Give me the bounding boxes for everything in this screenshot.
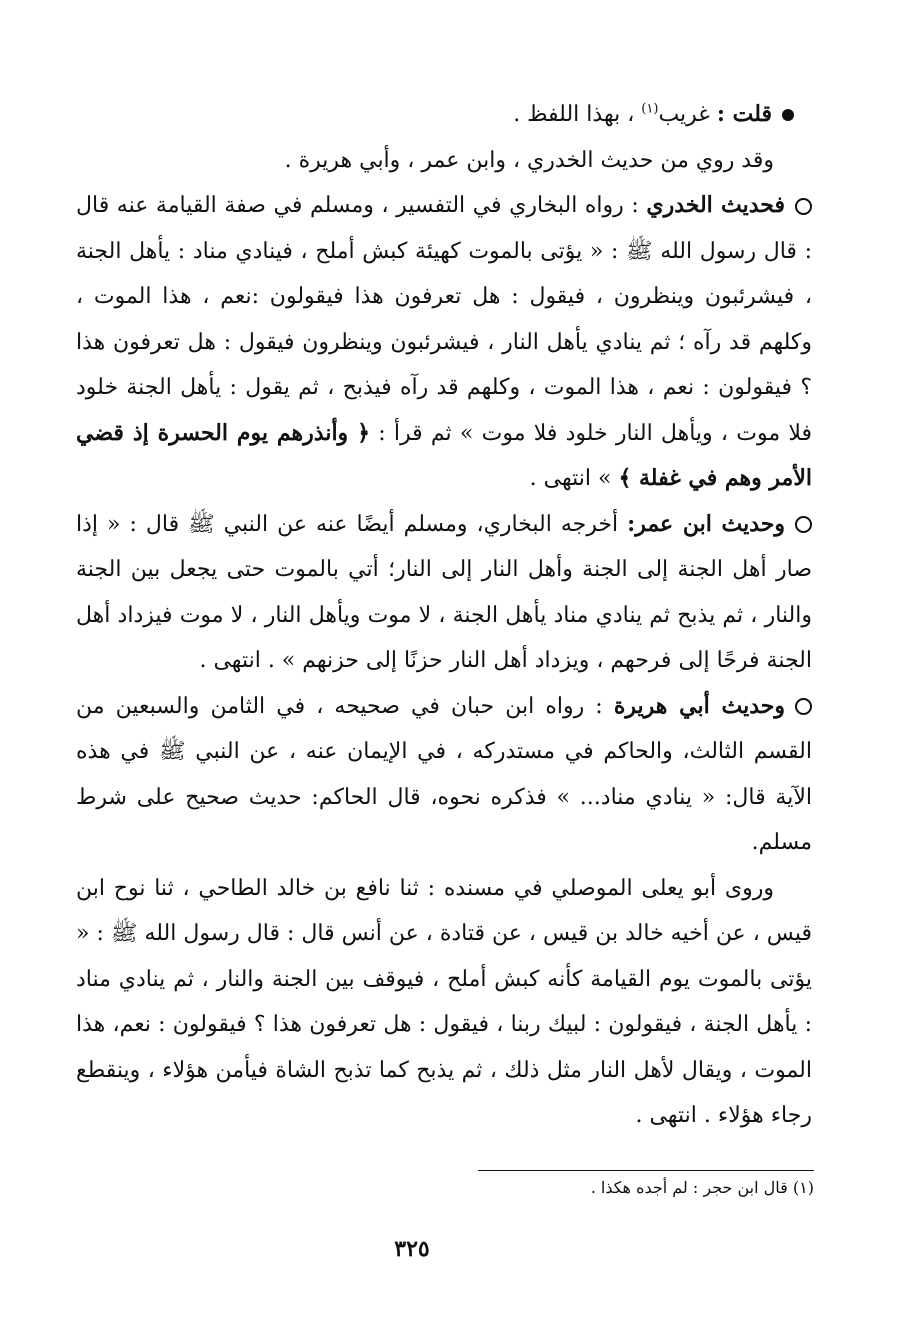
text-column [76, 92, 812, 1139]
paragraph-khudri [76, 183, 812, 502]
qult-label: قلت : [716, 101, 772, 127]
paragraph-abu-yala: وروى أبو يعلى الموصلي في مسنده : ثنا نافع بن خالد الطاحي ، ثنا نوح ابن قيس ، عن أخيه خالد بن قيس ، عن قتادة ، عن أنس قال : قال رسول الله ﷺ : « يؤتى بالموت يوم القيامة كأنه كبش أملح ، فيوقف بين الجنة والنار ، ثم ينادي مناد : يأهل الجنة ، فيقولون : لبيك ربنا ، فيقول : هل تعرفون هذا ؟ فيقولون : نعم، هذا الموت ، ويقال لأهل النار مثل ذلك ، ثم يذبح كما تذبح الشاة فيأمن هؤلاء ، وينقطع رجاء هؤلاء . انتهى . [76, 875, 812, 1128]
qult-tail: ، بهذا اللفظ . [513, 102, 642, 127]
ibn-umar-label: وحديث ابن عمر: [627, 510, 785, 537]
paragraph-qult [76, 92, 812, 138]
abu-hurayra-text: : رواه ابن حبان في صحيحه ، في الثامن والسبعين من القسم الثالث، والحاكم في مستدركه ، في الإيمان عنه ، عن النبي ﷺ في هذه الآية قال: « ينادي مناد... » فذكره نحوه، قال الحاكم: حديث صحيح على شرط مسلم. [76, 693, 812, 855]
circle-bullet-icon [795, 198, 812, 215]
paragraph-abu-hurayra [76, 684, 812, 866]
paragraph-narrations: وقد روي من حديث الخدري ، وابن عمر ، وأبي هريرة . [284, 147, 774, 173]
footnote-text: قال ابن حجر : لم أجده هكذا . [590, 1178, 788, 1197]
ibn-umar-text: أخرجه البخاري، ومسلم أيضًا عنه عن النبي ﷺ قال : « إذا صار أهل الجنة إلى الجنة وأهل النار إلى النار؛ أتي بالموت حتى يجعل بين الجنة والنار ، ثم يذبح ثم ينادي مناد يأهل الجنة ، لا موت ويأهل النار ، لا موت فيزداد أهل الجنة فرحًا إلى فرحهم ، ويزداد أهل النار حزنًا إلى حزنهم » . انتهى . [76, 511, 812, 673]
footnote-divider [478, 1170, 814, 1171]
paragraph-ibn-umar [76, 502, 812, 684]
khudri-label: فحديث الخدري [646, 192, 785, 218]
page-number: ٣٢٥ [394, 1236, 430, 1262]
footnote [420, 1176, 814, 1200]
circle-bullet-icon [795, 516, 812, 533]
khudri-tail: » انتهى . [529, 466, 619, 491]
circle-bullet-icon [795, 698, 812, 715]
bullet-icon [782, 109, 794, 121]
footnote-ref[interactable]: (١) [641, 101, 659, 117]
abu-hurayra-label: وحديث أبي هريرة [613, 692, 785, 719]
qult-text: غريب [658, 102, 717, 127]
khudri-text: : رواه البخاري في التفسير ، ومسلم في صفة القيامة عنه قال : قال رسول الله ﷺ : « يؤتى بالموت كهيئة كبش أملح ، فينادي مناد : يأهل الجنة ، فيشرئبون وينظرون ، فيقول : هل تعرفون هذا فيقولون :نعم ، هذا الموت ، وكلهم قد رآه ؛ ثم ينادي يأهل النار ، فيشرئبون وينظرون فيقول : هل تعرفون هذا ؟ فيقولون : نعم ، هذا الموت ، وكلهم قد رآه فيذبح ، ثم يقول : يأهل الجنة خلود فلا موت ، ويأهل النار خلود فلا موت » ثم قرأ : [76, 193, 812, 446]
quran-verse: ﴿ وأنذرهم يوم الحسرة إذ قضي الأمر وهم في غفلة ﴾ [76, 419, 812, 491]
footnote-number: (١) [792, 1178, 814, 1197]
